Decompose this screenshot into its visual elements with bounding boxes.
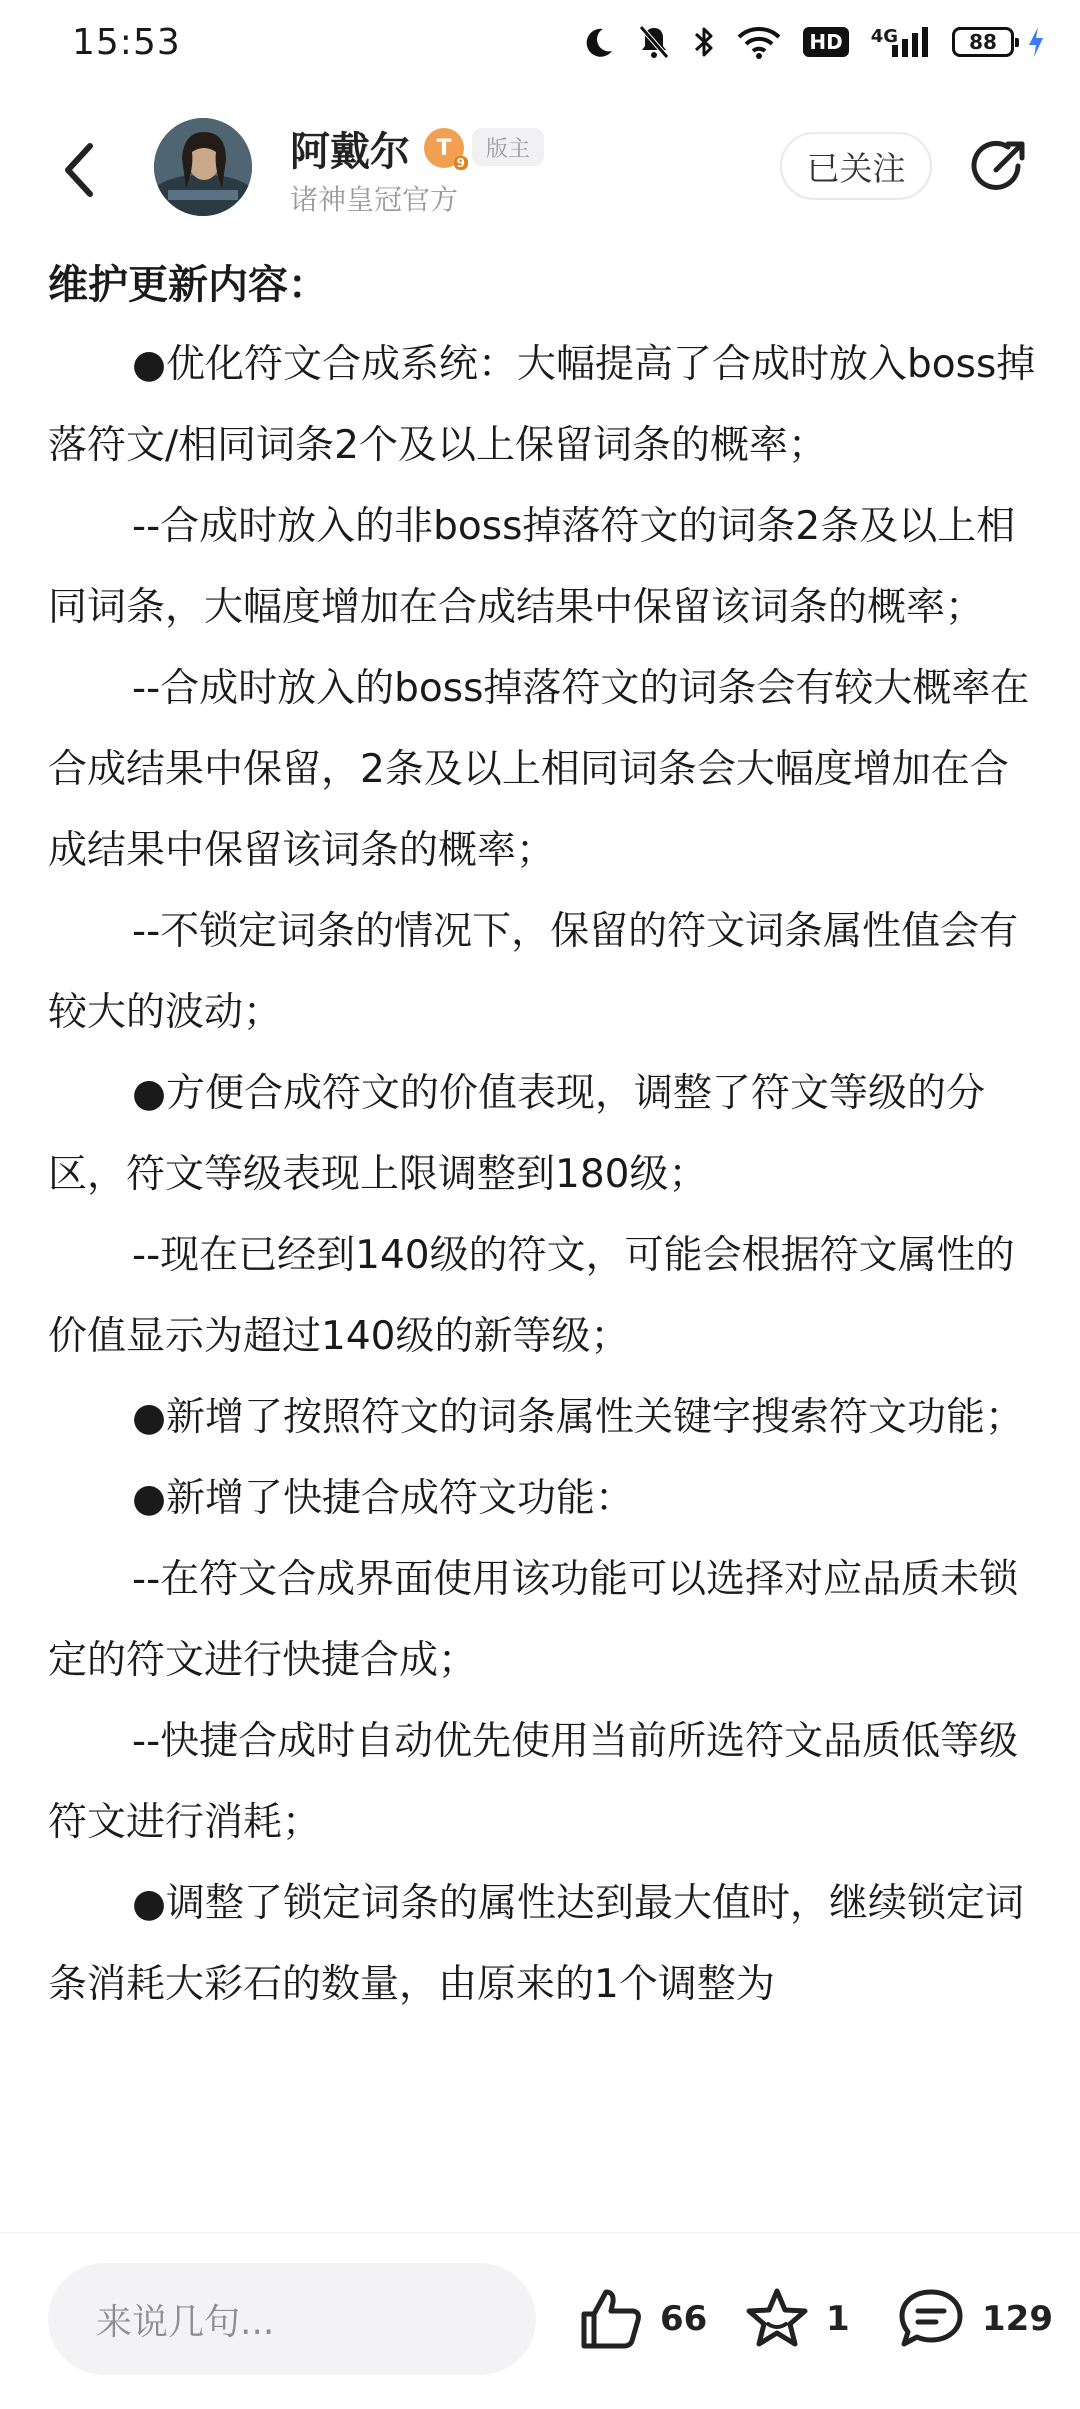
paragraph: --快捷合成时自动优先使用当前所选符文品质低等级符文进行消耗； bbox=[48, 1719, 1019, 1845]
bottom-action-bar bbox=[0, 2232, 1080, 2409]
comment-button[interactable] bbox=[896, 2279, 1053, 2359]
hd-badge: HD bbox=[803, 27, 848, 57]
paragraph: ●优化符文合成系统：大幅提高了合成时放入boss掉落符文/相同词条2个及以上保留词条的概率； bbox=[48, 342, 1036, 468]
bell-off-icon bbox=[637, 24, 671, 60]
post-header bbox=[0, 110, 1080, 230]
moon-icon bbox=[581, 25, 615, 59]
follow-button[interactable]: 已关注 bbox=[780, 132, 932, 200]
status-icons bbox=[581, 24, 1046, 60]
star-icon bbox=[744, 2286, 810, 2352]
favorite-button[interactable] bbox=[744, 2279, 850, 2359]
paragraph: ●新增了快捷合成符文功能： bbox=[132, 1476, 635, 1521]
content-fade bbox=[0, 2186, 1080, 2232]
avatar[interactable] bbox=[154, 118, 252, 216]
level-badge bbox=[424, 128, 464, 168]
battery-indicator: 88 bbox=[952, 27, 1014, 57]
author-name[interactable]: 阿戴尔 bbox=[290, 129, 410, 175]
paragraph: --合成时放入的非boss掉落符文的词条2条及以上相同词条，大幅度增加在合成结果中保留该词条的概率； bbox=[48, 504, 1016, 630]
level-badge-number: 9 bbox=[454, 156, 468, 170]
article-body bbox=[48, 256, 1038, 2025]
charging-bolt-icon bbox=[1026, 25, 1046, 59]
role-badge: 版主 bbox=[472, 128, 544, 166]
bluetooth-icon bbox=[693, 24, 715, 60]
level-badge-letter: T bbox=[436, 135, 452, 161]
avatar-image bbox=[154, 118, 252, 216]
like-button[interactable] bbox=[578, 2279, 707, 2359]
status-bar bbox=[0, 0, 1080, 96]
comment-icon bbox=[896, 2286, 966, 2352]
paragraph: --不锁定词条的情况下，保留的符文词条属性值会有较大的波动； bbox=[48, 909, 1019, 1035]
comment-count: 129 bbox=[982, 2299, 1053, 2339]
paragraph: --合成时放入的boss掉落符文的词条会有较大概率在合成结果中保留，2条及以上相同词条会大幅度增加在合成结果中保留该词条的概率； bbox=[48, 666, 1030, 873]
like-count: 66 bbox=[660, 2299, 708, 2339]
favorite-count: 1 bbox=[826, 2299, 850, 2339]
paragraph: --现在已经到140级的符文，可能会根据符文属性的价值显示为超过140级的新等级； bbox=[48, 1233, 1015, 1359]
comment-input[interactable]: 来说几句... bbox=[48, 2263, 536, 2375]
cell-signal bbox=[871, 25, 930, 59]
paragraph: --在符文合成界面使用该功能可以选择对应品质未锁定的符文进行快捷合成； bbox=[48, 1557, 1019, 1683]
paragraph: ●调整了锁定词条的属性达到最大值时，继续锁定词条消耗大彩石的数量，由原来的1个调整为 bbox=[48, 1881, 1025, 2007]
author-subtitle: 诸神皇冠官方 bbox=[290, 183, 459, 216]
network-type-label: 4G bbox=[870, 26, 898, 47]
thumbs-up-icon bbox=[578, 2286, 644, 2352]
paragraph: ●新增了按照符文的词条属性关键字搜索符文功能； bbox=[132, 1395, 1025, 1440]
share-icon[interactable] bbox=[968, 136, 1032, 200]
section-title: 维护更新内容： bbox=[48, 262, 328, 308]
wifi-icon bbox=[737, 25, 781, 59]
status-time: 15:53 bbox=[72, 22, 181, 63]
paragraph: ●方便合成符文的价值表现，调整了符文等级的分区，符文等级表现上限调整到180级； bbox=[48, 1071, 986, 1197]
back-arrow-icon[interactable] bbox=[56, 138, 104, 202]
